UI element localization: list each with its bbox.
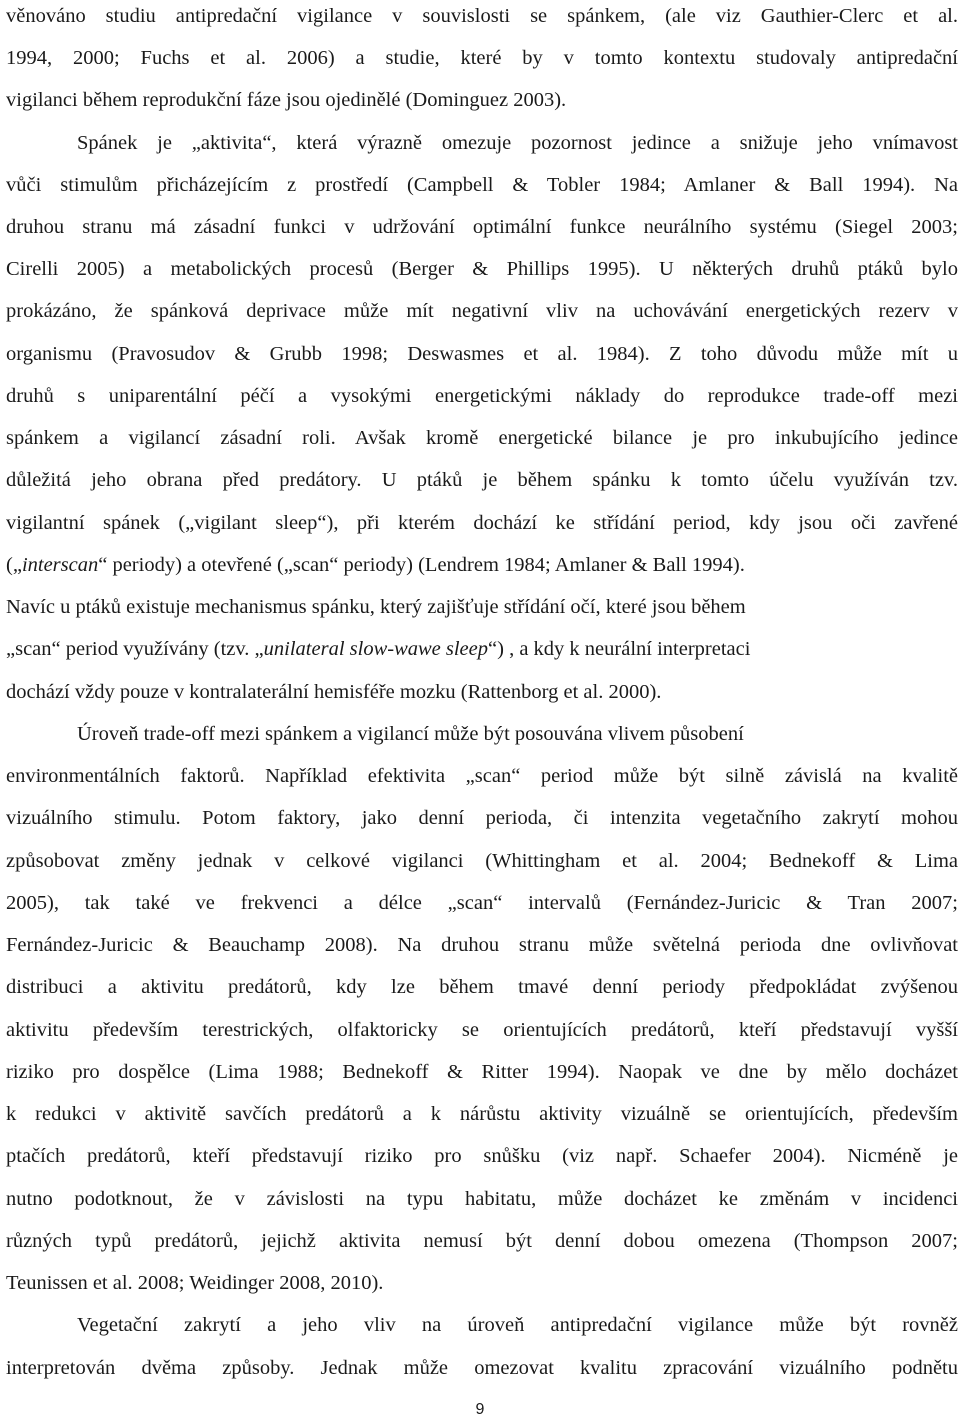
text-line: environmentálních faktorů. Například efektivita „scan“ period může být silně závislá na kvalitě xyxy=(6,765,958,787)
text-line: aktivitu především terestrických, olfaktoricky se orientujících predátorů, kteří představují vyšší xyxy=(6,1019,958,1041)
text-line: riziko pro dospělce (Lima 1988; Bednekoff & Ritter 1994). Naopak ve dne by mělo docházet xyxy=(6,1061,958,1083)
text-line: Cirelli 2005) a metabolických procesů (Berger & Phillips 1995). U některých druhů ptáků bylo xyxy=(6,258,958,280)
italic-term-unilateral: unilateral slow-wawe sleep xyxy=(263,638,489,660)
text-line: Fernández-Juricic & Beauchamp 2008). Na druhou stranu může světelná perioda dne ovlivňovat xyxy=(6,934,958,956)
text-line: organismu (Pravosudov & Grubb 1998; Deswasmes et al. 1984). Z toho důvodu může mít u xyxy=(6,343,958,365)
text-line: vizuálního stimulu. Potom faktory, jako denní perioda, či intenzita vegetačního zakrytí mohou xyxy=(6,807,958,829)
text-line: vigilanci během reprodukční fáze jsou ojedinělé (Dominguez 2003). xyxy=(6,89,567,111)
text-line: způsobovat změny jednak v celkové vigilanci (Whittingham et al. 2004; Bednekoff & Lima xyxy=(6,850,958,872)
text-segment: “) , a kdy k neurální interpretaci xyxy=(488,638,751,660)
text-line: důležitá jeho obrana před predátory. U ptáků je během spánku k tomto účelu využíván tzv. xyxy=(6,469,958,491)
text-line: druhou stranu má zásadní funkci v udržování optimální funkce neurálního systému (Siegel 2003; xyxy=(6,216,958,238)
text-line: interpretován dvěma způsoby. Jednak může omezovat kvalitu zpracování vizuálního podnětu xyxy=(6,1357,958,1379)
text-line: Teunissen et al. 2008; Weidinger 2008, 2010). xyxy=(6,1272,384,1294)
text-line: Vegetační zakrytí a jeho vliv na úroveň antipredační vigilance může být rovněž xyxy=(77,1314,958,1336)
text-line: 1994, 2000; Fuchs et al. 2006) a studie, které by v tomto kontextu studovaly antipredační xyxy=(6,47,958,69)
italic-term-interscan: interscan xyxy=(21,554,99,576)
page-number: 9 xyxy=(475,1401,485,1418)
text-line: Úroveň trade-off mezi spánkem a vigilancí může být posouvána vlivem působení xyxy=(77,723,744,745)
text-line: prokázáno, že spánková deprivace může mít negativní vliv na uchovávání energetických rezerv v xyxy=(6,300,958,322)
text-line: druhů s uniparentální péčí a vysokými energetickými náklady do reprodukce trade-off mezi xyxy=(6,385,958,407)
text-segment: „scan“ period využívány (tzv. „ xyxy=(6,638,264,660)
text-line: ptačích predátorů, kteří představují riziko pro snůšku (viz např. Schaefer 2004). Nicméně je xyxy=(6,1145,958,1167)
text-line: dochází vždy pouze v kontralaterální hemisféře mozku (Rattenborg et al. 2000). xyxy=(6,681,662,703)
text-line: vůči stimulům přicházejícím z prostředí (Campbell & Tobler 1984; Amlaner & Ball 1994). Na xyxy=(6,174,958,196)
text-line: 2005), tak také ve frekvenci a délce „scan“ intervalů (Fernández-Juricic & Tran 2007; xyxy=(6,892,958,914)
text-line-interscan xyxy=(6,551,958,579)
text-line: věnováno studiu antipredační vigilance v souvislosti se spánkem, (ale viz Gauthier-Clerc et al. xyxy=(6,5,958,27)
text-line-unilateral xyxy=(6,635,958,663)
text-segment: („ xyxy=(6,554,22,576)
text-line: různých typů predátorů, jejichž aktivita nemusí být denní dobou omezena (Thompson 2007; xyxy=(6,1230,958,1252)
text-line: distribuci a aktivitu predátorů, kdy lze během tmavé denní periody předpokládat zvýšenou xyxy=(6,976,958,998)
text-line: vigilantní spánek („vigilant sleep“), při kterém dochází ke střídání period, kdy jsou oči zavřené xyxy=(6,512,958,534)
text-line: k redukci v aktivitě savčích predátorů a k nárůstu aktivity vizuálně se orientujících, především xyxy=(6,1103,958,1125)
text-line: Spánek je „aktivita“, která výrazně omezuje pozornost jedince a snižuje jeho vnímavost xyxy=(77,132,958,154)
text-line: nutno podotknout, že v závislosti na typu habitatu, může docházet ke změnám v incidenci xyxy=(6,1188,958,1210)
text-line: Navíc u ptáků existuje mechanismus spánku, který zajišťuje střídání očí, které jsou během xyxy=(6,596,746,618)
text-segment: “ periody) a otevřené („scan“ periody) (Lendrem 1984; Amlaner & Ball 1994). xyxy=(98,554,745,576)
text-line: spánkem a vigilancí zásadní roli. Avšak kromě energetické bilance je pro inkubujícího jedince xyxy=(6,427,958,449)
